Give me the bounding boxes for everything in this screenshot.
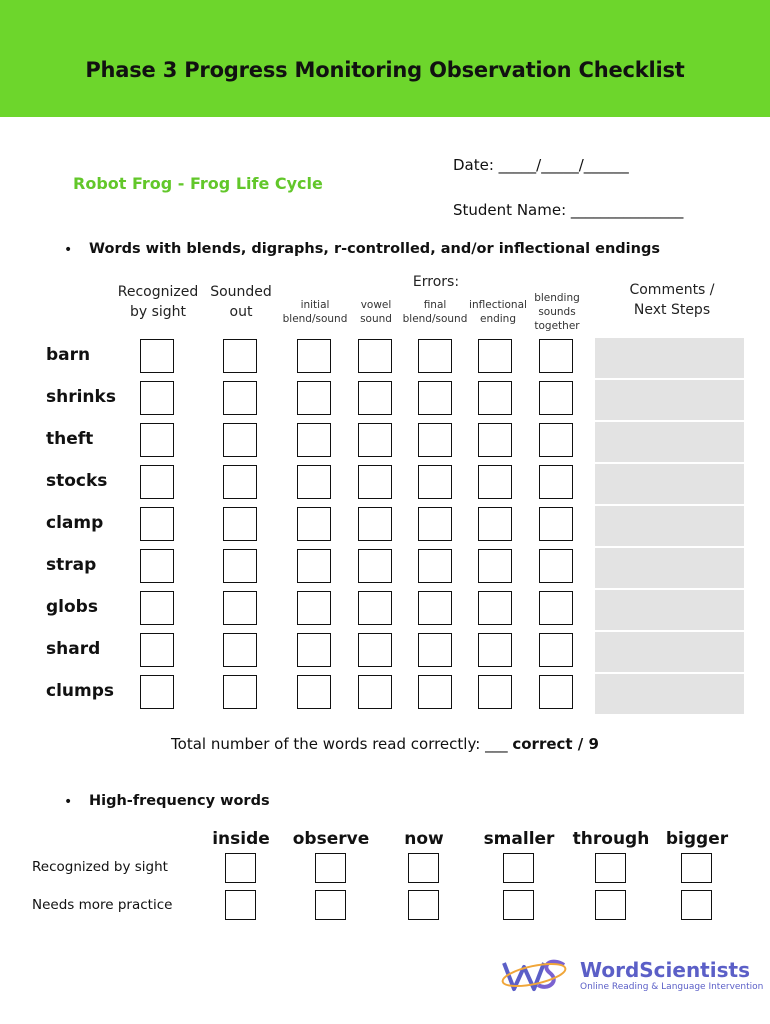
word-label: strap [46, 555, 97, 575]
checkbox-inflectional[interactable] [478, 507, 512, 541]
checkbox-sounded[interactable] [223, 339, 257, 373]
checkbox-hf-practice[interactable] [595, 890, 626, 920]
col-header-inflectional-line2: ending [479, 313, 517, 325]
checkbox-recognized[interactable] [140, 423, 174, 457]
checkbox-sounded[interactable] [223, 549, 257, 583]
checkbox-hf-recognized[interactable] [315, 853, 346, 883]
checkbox-blending[interactable] [539, 591, 573, 625]
col-header-final-line2: blend/sound [402, 313, 468, 325]
checkbox-initial[interactable] [297, 423, 331, 457]
word-label: clamp [46, 513, 104, 533]
checkbox-final[interactable] [418, 465, 452, 499]
col-header-final-line1: final [423, 299, 447, 311]
comment-field[interactable] [595, 464, 744, 504]
checkbox-inflectional[interactable] [478, 465, 512, 499]
checkbox-sounded[interactable] [223, 507, 257, 541]
checkbox-vowel[interactable] [358, 423, 392, 457]
checkbox-hf-practice[interactable] [315, 890, 346, 920]
checkbox-vowel[interactable] [358, 381, 392, 415]
col-header-sounded-line2: out [229, 304, 253, 320]
checkbox-final[interactable] [418, 381, 452, 415]
checkbox-final[interactable] [418, 591, 452, 625]
bullet-1: • [64, 242, 73, 258]
checkbox-inflectional[interactable] [478, 423, 512, 457]
checkbox-hf-practice[interactable] [681, 890, 712, 920]
row-label-recognized: Recognized by sight [32, 859, 168, 875]
checkbox-recognized[interactable] [140, 549, 174, 583]
col-header-vowel-line1: vowel [360, 299, 392, 311]
word-scientists-logo-icon [500, 955, 568, 995]
col-header-inflectional [467, 298, 529, 326]
checkbox-vowel[interactable] [358, 339, 392, 373]
comment-field[interactable] [595, 590, 744, 630]
comment-field[interactable] [595, 674, 744, 714]
checkbox-inflectional[interactable] [478, 339, 512, 373]
checkbox-vowel[interactable] [358, 591, 392, 625]
checkbox-sounded[interactable] [223, 675, 257, 709]
checkbox-blending[interactable] [539, 675, 573, 709]
checkbox-blending[interactable] [539, 465, 573, 499]
checkbox-sounded[interactable] [223, 591, 257, 625]
word-label: barn [46, 345, 91, 365]
page-title: Phase 3 Progress Monitoring Observation Checklist [85, 58, 685, 82]
checkbox-sounded[interactable] [223, 381, 257, 415]
checkbox-vowel[interactable] [358, 507, 392, 541]
comment-field[interactable] [595, 632, 744, 672]
checkbox-blending[interactable] [539, 339, 573, 373]
checkbox-vowel[interactable] [358, 465, 392, 499]
word-label: theft [46, 429, 94, 449]
student-name-field[interactable]: Student Name: _______________ [453, 201, 684, 219]
hf-word-label: observe [292, 829, 370, 849]
col-header-sounded [205, 282, 277, 322]
checkbox-initial[interactable] [297, 465, 331, 499]
total-prefix: Total number of the words read correctly: ___ [171, 735, 508, 753]
checkbox-sounded[interactable] [223, 633, 257, 667]
checkbox-initial[interactable] [297, 675, 331, 709]
date-field[interactable]: Date: _____/_____/______ [453, 156, 629, 174]
col-header-blending [528, 291, 586, 333]
hf-word-label: inside [212, 829, 270, 849]
col-header-inflectional-line1: inflectional [469, 299, 527, 311]
checkbox-initial[interactable] [297, 633, 331, 667]
comment-field[interactable] [595, 506, 744, 546]
checkbox-hf-recognized[interactable] [595, 853, 626, 883]
hf-word-label: bigger [665, 829, 729, 849]
checkbox-inflectional[interactable] [478, 591, 512, 625]
col-header-comments-line1: Comments / [629, 282, 715, 298]
hf-word-label: now [404, 829, 444, 849]
checkbox-final[interactable] [418, 507, 452, 541]
col-header-recognized [113, 282, 203, 322]
section1-heading: Words with blends, digraphs, r-controlled, and/or inflectional endings [89, 241, 660, 257]
col-header-vowel-line2: sound [360, 313, 392, 325]
checkbox-hf-practice[interactable] [503, 890, 534, 920]
section2-heading: High-frequency words [89, 793, 270, 809]
checkbox-recognized[interactable] [140, 339, 174, 373]
checkbox-vowel[interactable] [358, 549, 392, 583]
col-header-blending-line2: sounds [538, 306, 576, 318]
comment-field[interactable] [595, 338, 744, 378]
errors-label: Errors: [412, 274, 460, 290]
checkbox-inflectional[interactable] [478, 549, 512, 583]
checkbox-blending[interactable] [539, 423, 573, 457]
col-header-blending-line3: together [534, 320, 580, 332]
checkbox-initial[interactable] [297, 339, 331, 373]
checkbox-final[interactable] [418, 675, 452, 709]
col-header-final [400, 298, 470, 326]
checkbox-blending[interactable] [539, 381, 573, 415]
logo-tagline: Online Reading & Language Intervention [580, 982, 764, 992]
word-label: stocks [46, 471, 108, 491]
word-label: globs [46, 597, 98, 617]
checkbox-hf-recognized[interactable] [681, 853, 712, 883]
total-correct-line [0, 735, 770, 753]
checkbox-initial[interactable] [297, 591, 331, 625]
row-label-practice: Needs more practice [32, 897, 173, 913]
col-header-vowel [354, 298, 398, 326]
checkbox-recognized[interactable] [140, 633, 174, 667]
col-header-initial-line2: blend/sound [282, 313, 348, 325]
checkbox-initial[interactable] [297, 381, 331, 415]
checkbox-recognized[interactable] [140, 381, 174, 415]
checkbox-final[interactable] [418, 423, 452, 457]
comment-field[interactable] [595, 380, 744, 420]
checkbox-recognized[interactable] [140, 591, 174, 625]
checkbox-blending[interactable] [539, 507, 573, 541]
checkbox-recognized[interactable] [140, 465, 174, 499]
col-header-comments-line2: Next Steps [633, 302, 711, 318]
checkbox-inflectional[interactable] [478, 381, 512, 415]
checkbox-sounded[interactable] [223, 423, 257, 457]
checkbox-hf-practice[interactable] [225, 890, 256, 920]
checkbox-hf-recognized[interactable] [503, 853, 534, 883]
checkbox-inflectional[interactable] [478, 633, 512, 667]
logo-name: WordScientists [580, 958, 750, 982]
checkbox-sounded[interactable] [223, 465, 257, 499]
col-header-recognized-line2: by sight [129, 304, 187, 320]
col-header-comments [610, 280, 734, 320]
word-label: shard [46, 639, 101, 659]
comment-field[interactable] [595, 422, 744, 462]
comment-field[interactable] [595, 548, 744, 588]
checkbox-hf-practice[interactable] [408, 890, 439, 920]
col-header-initial-line1: initial [300, 299, 330, 311]
checkbox-recognized[interactable] [140, 507, 174, 541]
col-header-blending-line1: blending [534, 292, 580, 304]
checkbox-initial[interactable] [297, 549, 331, 583]
checkbox-blending[interactable] [539, 633, 573, 667]
checkbox-inflectional[interactable] [478, 675, 512, 709]
lesson-subtitle: Robot Frog - Frog Life Cycle [73, 174, 323, 193]
col-header-initial [280, 298, 350, 326]
col-header-sounded-line1: Sounded [210, 284, 272, 300]
hf-word-label: smaller [483, 829, 555, 849]
word-label: clumps [46, 681, 115, 701]
col-header-recognized-line1: Recognized [117, 284, 199, 300]
checkbox-blending[interactable] [539, 549, 573, 583]
word-label: shrinks [46, 387, 116, 407]
total-suffix: correct / 9 [512, 735, 599, 753]
checkbox-recognized[interactable] [140, 675, 174, 709]
checkbox-final[interactable] [418, 339, 452, 373]
bullet-2: • [64, 794, 73, 810]
checkbox-hf-recognized[interactable] [408, 853, 439, 883]
checkbox-final[interactable] [418, 633, 452, 667]
checkbox-hf-recognized[interactable] [225, 853, 256, 883]
checkbox-final[interactable] [418, 549, 452, 583]
checkbox-vowel[interactable] [358, 675, 392, 709]
checkbox-initial[interactable] [297, 507, 331, 541]
checkbox-vowel[interactable] [358, 633, 392, 667]
hf-word-label: through [572, 829, 650, 849]
